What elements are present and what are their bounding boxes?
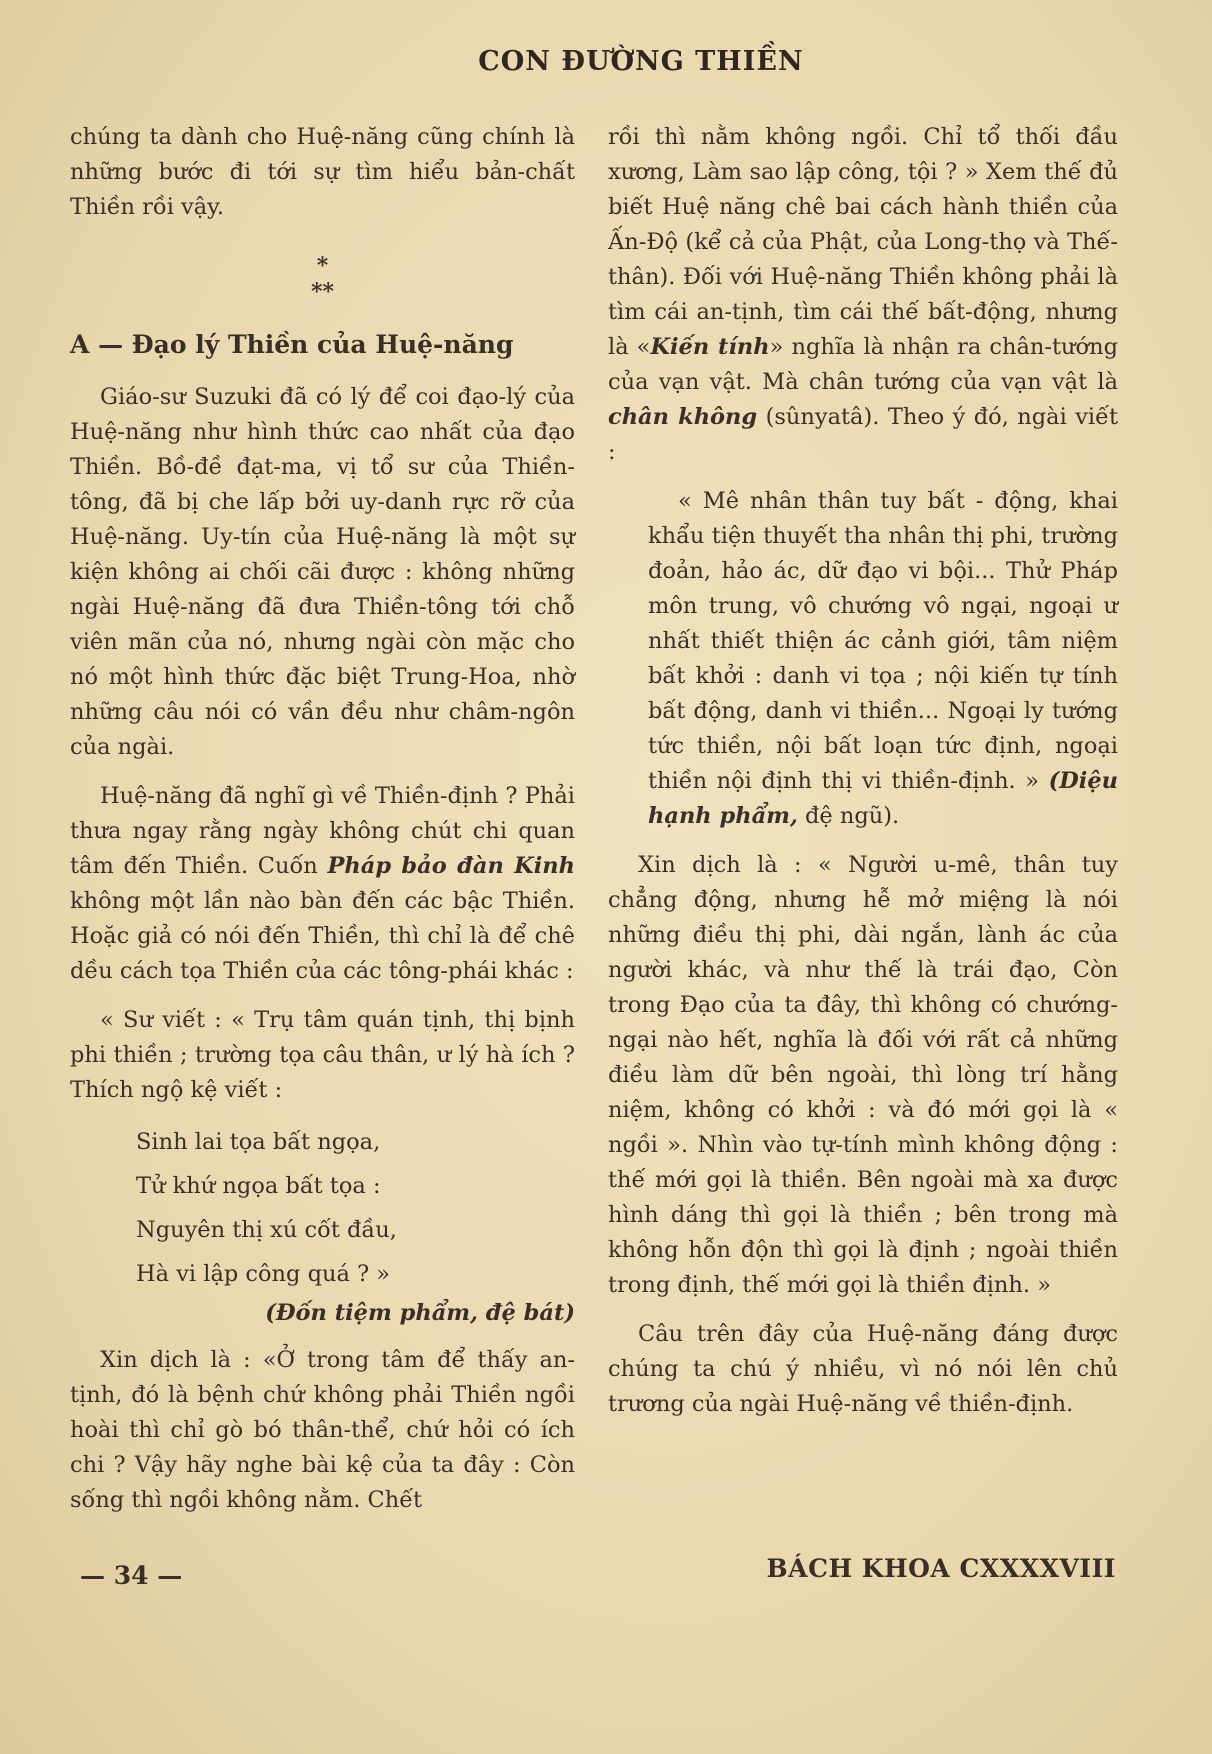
quotation-source: (Đốn tiệm phẩm, đệ bát) — [265, 1300, 575, 1326]
paragraph: rồi thì nằm không ngồi. Chỉ tổ thối đầu xương, Làm sao lập công, tội ? » Xem thế đủ biết Huệ năng chê bai cách hành thiền của Ấn-Độ (kể cả của Phật, của Long-thọ và Thế-thân). Đối với Huệ-năng Thiền không phải là tìm cái an-tịnh, tìm cái thế bất-động, nhưng là «Kiến tính» nghĩa là nhận ra chân-tướng của vạn vật. Mà chân tướng của vạn vật là chân không (sûnyatâ). Theo ý đó, ngài viết : — [608, 124, 1118, 465]
verse-line: Tử khứ ngọa bất tọa : — [136, 1173, 381, 1199]
paragraph: Câu trên đây của Huệ-năng đáng được chúng ta chú ý nhiều, vì nó nói lên chủ trương của ngài Huệ-năng về thiền-định. — [608, 1321, 1118, 1417]
paragraph: chúng ta dành cho Huệ-năng cũng chính là những bước đi tới sự tìm hiểu bản-chất Thiền rồi vậy. — [70, 124, 575, 220]
quotation-source: (Diệu hạnh phẩm, — [648, 768, 1118, 829]
section-ornament: * ** — [310, 253, 334, 305]
page-number: — 34 — — [80, 1561, 183, 1590]
running-title: CON ĐƯỜNG THIỀN — [478, 46, 804, 77]
book-title: Pháp bảo đàn Kinh — [327, 853, 576, 879]
verse-line: Sinh lai tọa bất ngọa, — [136, 1129, 381, 1155]
verse-line: Hà vi lập công quá ? » — [136, 1261, 391, 1287]
paragraph: Xin dịch là : « Người u-mê, thân tuy chẳng động, nhưng hễ mở miệng là nói những điều thị phi, dài ngắn, lành ác của người khác, và như thế là trái đạo, Còn trong Đạo của ta đây, thì không có chướng-ngại nào hết, nghĩa là đối với rất cả những điều làm dữ bên ngoài, thì lòng trí hằng niệm, không có khởi : và đó mới gọi là « ngồi ». Nhìn vào tự-tính mình không động : thế mới gọi là thiền. Bên ngoài mà xa được hình dáng thì gọi là thiền ; bên trong mà không hỗn độn thì gọi là định ; ngoài thiền trong định, thế mới gọi là thiền định. » — [608, 852, 1118, 1298]
quotation: « Mê nhân thân tuy bất - động, khai khẩu tiện thuyết tha nhân thị phi, trường đoản, hảo ác, dữ đạo vi bội... Thử Pháp môn trung, vô chướng vô ngại, ngoại ư nhất thiết thiện ác cảnh giới, tâm niệm bất khởi : danh vi tọa ; nội kiến tự tính bất động, danh vi thiền... Ngoại ly tướng tức thiền, nội bất loạn tức định, ngoại thiền nội định thị vi thiền-định. » (Diệu hạnh phẩm, đệ ngũ). — [648, 488, 1118, 829]
paragraph: Huệ-năng đã nghĩ gì về Thiền-định ? Phải thưa ngay rằng ngày không chút chi quan tâm đến Thiền. Cuốn Pháp bảo đàn Kinh không một lần nào bàn đến các bậc Thiền. Hoặc giả có nói đến Thiền, thì chỉ là để chê dều cách tọa Thiền của các tông-phái khác : — [70, 783, 576, 984]
quotation: « Sư viết : « Trụ tâm quán tịnh, thị bịnh phi thiền ; trường tọa câu thân, ư lý hà ích ? Thích ngộ kệ viết : — [70, 1007, 575, 1103]
section-heading: A — Đạo lý Thiền của Huệ-năng — [70, 330, 514, 359]
journal-footer: BÁCH KHOA CXXXXVIII — [766, 1554, 1116, 1583]
right-column — [608, 120, 1118, 1436]
verse-line: Nguyên thị xú cốt đầu, — [136, 1217, 397, 1243]
paragraph: Giáo-sư Suzuki đã có lý để coi đạo-lý của Huệ-năng như hình thức cao nhất của đạo Thiền. Bồ-đề đạt-ma, vị tổ sư của Thiền-tông, đã bị che lấp bởi uy-danh rực rỡ của Huệ-năng. Uy-tín của Huệ-năng là một sự kiện không ai chối cãi được : không những ngài Huệ-năng đã đưa Thiền-tông tới chỗ viên mãn của nó, nhưng ngài còn mặc cho nó một hình thức đặc biệt Trung-Hoa, nhờ những câu nói có vần đều như châm-ngôn của ngài. — [70, 384, 575, 760]
left-column — [70, 120, 575, 1532]
term: chân không — [608, 404, 758, 430]
term: Kiến tính — [650, 334, 770, 360]
verse — [70, 1120, 575, 1296]
paragraph: Xin dịch là : «Ở trong tâm để thấy an-tịnh, đó là bệnh chứ không phải Thiền ngồi hoài thì chỉ gò bó thân-thể, chứ hỏi có ích chi ? Vậy hãy nghe bài kệ của ta đây : Còn sống thì ngồi không nằm. Chết — [70, 1347, 575, 1513]
